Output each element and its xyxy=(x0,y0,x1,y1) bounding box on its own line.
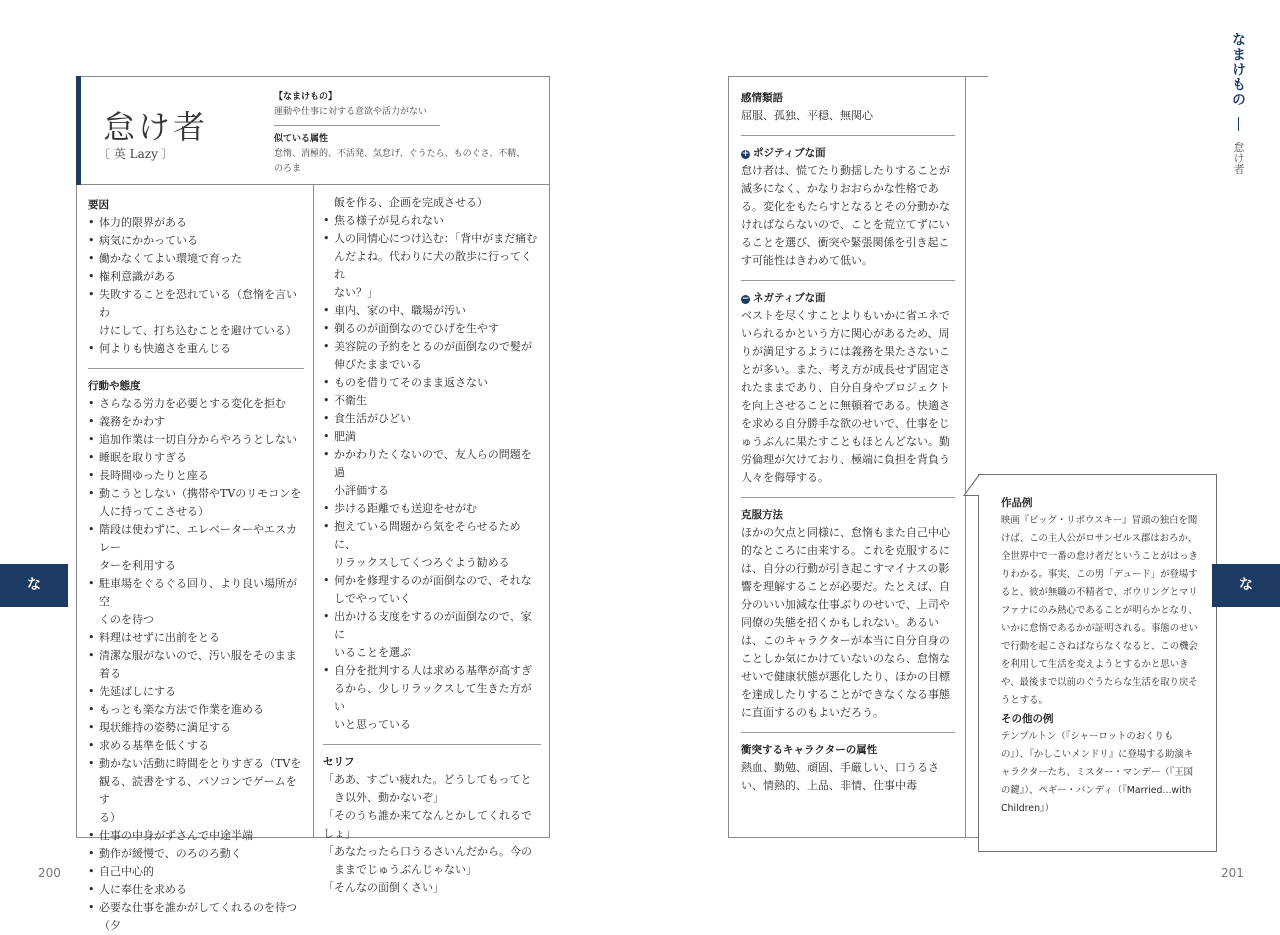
page-number-right: 201 xyxy=(1221,866,1244,880)
list-item: る） xyxy=(99,811,121,824)
list-item: • 剃るのが面倒なのでひげを生やす xyxy=(323,320,541,338)
section-divider xyxy=(741,135,955,136)
list-item: 小評価する xyxy=(334,484,389,497)
list-item: • 歩ける距離でも送迎をせがむ xyxy=(323,500,541,518)
list-item: 伸びたままでいる xyxy=(334,358,422,371)
negative-heading-row xyxy=(741,289,955,307)
list-item: いることを選ぶ xyxy=(334,646,411,659)
list-item: • 何よりも快適さを重んじる xyxy=(88,340,304,358)
list-item: • 動こうとしない（携帯やTVのリモコンを xyxy=(88,485,304,503)
entry-summary xyxy=(274,90,536,177)
list-item: き以外、動かないぞ」 xyxy=(334,791,444,804)
conflict-heading: 衝突するキャラクターの属性 xyxy=(741,744,878,756)
list-item: 人に持ってこさせる） xyxy=(99,505,209,518)
list-item: • 必要な仕事を誰かがしてくれるのを待つ（夕 xyxy=(88,899,304,935)
list-item: • 長時間ゆったりと座る xyxy=(88,467,304,485)
list-item: • 自分を批判する人は求める基準が高すぎ xyxy=(323,662,541,680)
plus-circle-icon: + xyxy=(741,149,750,159)
list-item: • 人の同情心につけ込む：「背中がまだ痛む xyxy=(323,230,541,248)
list-item: • 出かける支度をするのが面倒なので、家に xyxy=(323,608,541,644)
list-item: • 抱えている問題から気をそらせるために、 xyxy=(323,518,541,554)
positive-text: 怠け者は、慌てたり動揺したりすることが滅多になく、かなりおおらかな性格である。変化をもたらすとなるとその分動かなければならないので、ことを荒立てずにいることを選び、衝突や緊張関係を引き起こす可能性はきわめて低い。 xyxy=(741,164,950,267)
list-item: • 車内、家の中、職場が汚い xyxy=(323,302,541,320)
behavior-list-continued xyxy=(323,194,541,734)
list-item: • 働かなくてよい環境で育った xyxy=(88,250,304,268)
list-item: • 求める基準を低くする xyxy=(88,737,304,755)
causes-heading: 要因 xyxy=(88,199,109,211)
list-item: しでやっていく xyxy=(334,592,411,605)
list-item: • 病気にかかっている xyxy=(88,232,304,250)
index-tab-right: な xyxy=(1212,564,1280,607)
running-head-separator xyxy=(1238,117,1239,131)
list-item: • 清潔な服がないので、汚い服をそのまま着る xyxy=(88,647,304,683)
running-head-subtitle: 怠け者 xyxy=(1232,141,1245,175)
behavior-list xyxy=(88,395,304,935)
list-item: リラックスしてくつろぐよう勧める xyxy=(334,556,510,569)
list-item: • 権利意識がある xyxy=(88,268,304,286)
list-item: ない？」 xyxy=(334,286,378,299)
causes-list xyxy=(88,214,304,358)
list-item: んだよね。代わりに犬の散歩に行ってくれ xyxy=(334,250,532,281)
list-item: • 先延ばしにする xyxy=(88,683,304,701)
right-column xyxy=(323,194,541,897)
list-item: 「ああ、すごい疲れた。どうしてもってと xyxy=(323,773,532,786)
list-item: • 現状維持の姿勢に満足する xyxy=(88,719,304,737)
other-examples-heading: その他の例 xyxy=(1001,713,1054,725)
example-heading: 作品例 xyxy=(1001,497,1033,509)
list-item: 観る、読書をする、パソコンでゲームをす xyxy=(99,775,297,806)
list-item: • 体力的限界がある xyxy=(88,214,304,232)
list-item: • 義務をかわす xyxy=(88,413,304,431)
index-tab-left: な xyxy=(0,564,68,607)
list-item: • 失敗することを恐れている（怠惰を言いわ xyxy=(88,286,304,322)
callout-pointer-inner xyxy=(965,476,979,495)
column-divider xyxy=(313,185,314,838)
overcome-heading: 克服方法 xyxy=(741,509,783,521)
page-number-left: 200 xyxy=(38,866,61,880)
running-head-title: なまけもの xyxy=(1230,32,1246,107)
section-divider xyxy=(88,368,304,369)
lines-heading: セリフ xyxy=(323,756,355,768)
list-item: • 追加作業は一切自分からやろうとしない xyxy=(88,431,304,449)
behavior-heading: 行動や態度 xyxy=(88,380,141,392)
list-item: • 自己中心的 xyxy=(88,863,304,881)
column-divider xyxy=(965,76,966,838)
list-item: • 仕事の中身がずさんで中途半端 xyxy=(88,827,304,845)
section-divider xyxy=(741,497,955,498)
emotion-heading: 感情類語 xyxy=(741,92,783,104)
positive-heading-row xyxy=(741,144,955,162)
summary-divider xyxy=(274,125,440,126)
header-accent-bar xyxy=(76,76,81,185)
list-item: けにして、打ち込むことを避けている） xyxy=(99,324,297,337)
list-item: • 睡眠を取りすぎる xyxy=(88,449,304,467)
running-head xyxy=(1228,32,1248,174)
list-item: 「そのうち誰か来てなんとかしてくれるでしょ」 xyxy=(323,809,532,840)
list-item: • 食生活がひどい xyxy=(323,410,541,428)
list-item: 「そんなの面倒くさい」 xyxy=(323,881,444,894)
list-item: • 肥満 xyxy=(323,428,541,446)
list-item: るから、少しリラックスして生きた方がい xyxy=(334,682,532,713)
list-item: ままでじゅうぶんじゃない」 xyxy=(334,863,477,876)
list-item: • 料理はせずに出前をとる xyxy=(88,629,304,647)
other-examples-text: テンプルトン（『シャーロットのおくりもの』）、『かしこいメンドリ』に登場する助演キャラクターたち、ミスター・マンデー（『王国の鍵』）、ペギー・バンディ（『Married...with Children』） xyxy=(1001,731,1194,814)
conflict-text: 熱血、勤勉、頑固、手厳しい、口うるさい、情熱的、上品、非情、仕事中毒 xyxy=(741,761,939,792)
list-item: • かかわりたくないので、友人らの問題を過 xyxy=(323,446,541,482)
negative-heading: ネガティブな面 xyxy=(753,292,826,304)
list-item: • 美容院の予約をとるのが面倒なので髪が xyxy=(323,338,541,356)
similar-attributes-line: 怠惰、消極的、不活発、気怠げ、ぐうたら、ものぐさ、不精、 xyxy=(274,149,526,159)
list-item: • 人に奉仕を求める xyxy=(88,881,304,899)
list-item: • 焦る様子が見られない xyxy=(323,212,541,230)
list-item: • ものを借りてそのまま返さない xyxy=(323,374,541,392)
lines-list xyxy=(323,771,541,897)
list-item: • 駐車場をぐるぐる回り、より良い場所が空 xyxy=(88,575,304,611)
emotion-text: 屈服、孤独、平穏、無関心 xyxy=(741,109,873,122)
list-item: 「あなたったら口うるさいんだから。今の xyxy=(323,845,532,858)
entry-title: 怠け者 xyxy=(103,108,209,146)
section-divider xyxy=(741,732,955,733)
entry-title-english: 〔 英 Lazy 〕 xyxy=(98,147,174,161)
list-item: • 階段は使わずに、エレベーターやエスカレー xyxy=(88,521,304,557)
similar-attributes-line: のろま xyxy=(274,164,302,174)
example-content xyxy=(1001,494,1201,818)
left-column xyxy=(88,194,304,935)
list-item: • 動作が緩慢で、のろのろ動く xyxy=(88,845,304,863)
list-item: 飯を作る、企画を完成させる） xyxy=(334,196,488,209)
list-item: • 何かを修理するのが面倒なので、それな xyxy=(323,572,541,590)
overcome-text: ほかの欠点と同様に、怠惰もまた自己中心的なところに由来する。これを克服するには、自分の行動が引き起こすマイナスの影響を理解することが必要だ。たとえば、自分のいい加減な仕事ぶりのせいで、上司や同僚の失態を招くかもしれない。あるいは、このキャラクターが本当に自分自身のことしか気にかけていないのなら、怠惰なせいで健康状態が悪化したり、ほかの目標を達成したりすることができなくなる事態に直面するのもよいだろう。 xyxy=(741,526,950,719)
list-item: • もっとも楽な方法で作業を進める xyxy=(88,701,304,719)
list-item: • さらなる労力を必要とする変化を拒む xyxy=(88,395,304,413)
section-divider xyxy=(323,744,541,745)
definition-label: 【なまけもの】 xyxy=(274,92,338,102)
minus-circle-icon: − xyxy=(741,294,750,304)
list-item: くのを待つ xyxy=(99,613,154,626)
positive-heading: ポジティブな面 xyxy=(753,147,826,159)
right-page-column xyxy=(741,89,955,795)
list-item: ターを利用する xyxy=(99,559,176,572)
example-text: 映画『ビッグ・リボウスキー』冒頭の独白を聞けば、この主人公がロサンゼルス郡はおろか、全世界中で一番の怠け者だということがはっきりわかる。事実、この男「デュード」が登場すると、彼が無職の不精者で、ボウリングとマリファナにのみ熱心であることが明らかとなり、いかに怠惰であるかが証明される。事態のせいで行動を起こさねばならなくなると、この機会を利用して生活を変えようとするかと思いきや、最後まで以前のぐうたらな生活を取り戻そうとする。 xyxy=(1001,515,1198,706)
negative-text: ベストを尽くすことよりもいかに省エネでいられるかという方に関心があるため、周りが満足するようには義務を果たさないことが多い。また、考え方が成長せず固定されたままであり、自分自身やプロジェクトを向上させることに無頓着である。快適さを求める自分勝手な欲のせいで、仕事をじゅうぶんに果たすこともほとんどない。勤労倫理が欠けており、極端に負担を背負う人々を侮辱する。 xyxy=(741,309,950,484)
similar-attributes-label: 似ている属性 xyxy=(274,134,329,144)
section-divider xyxy=(741,280,955,281)
definition-text: 運動や仕事に対する意欲や活力がない xyxy=(274,107,428,117)
list-item: いと思っている xyxy=(334,718,411,731)
list-item: • 動かない活動に時間をとりすぎる（TVを xyxy=(88,755,304,773)
list-item: • 不衛生 xyxy=(323,392,541,410)
